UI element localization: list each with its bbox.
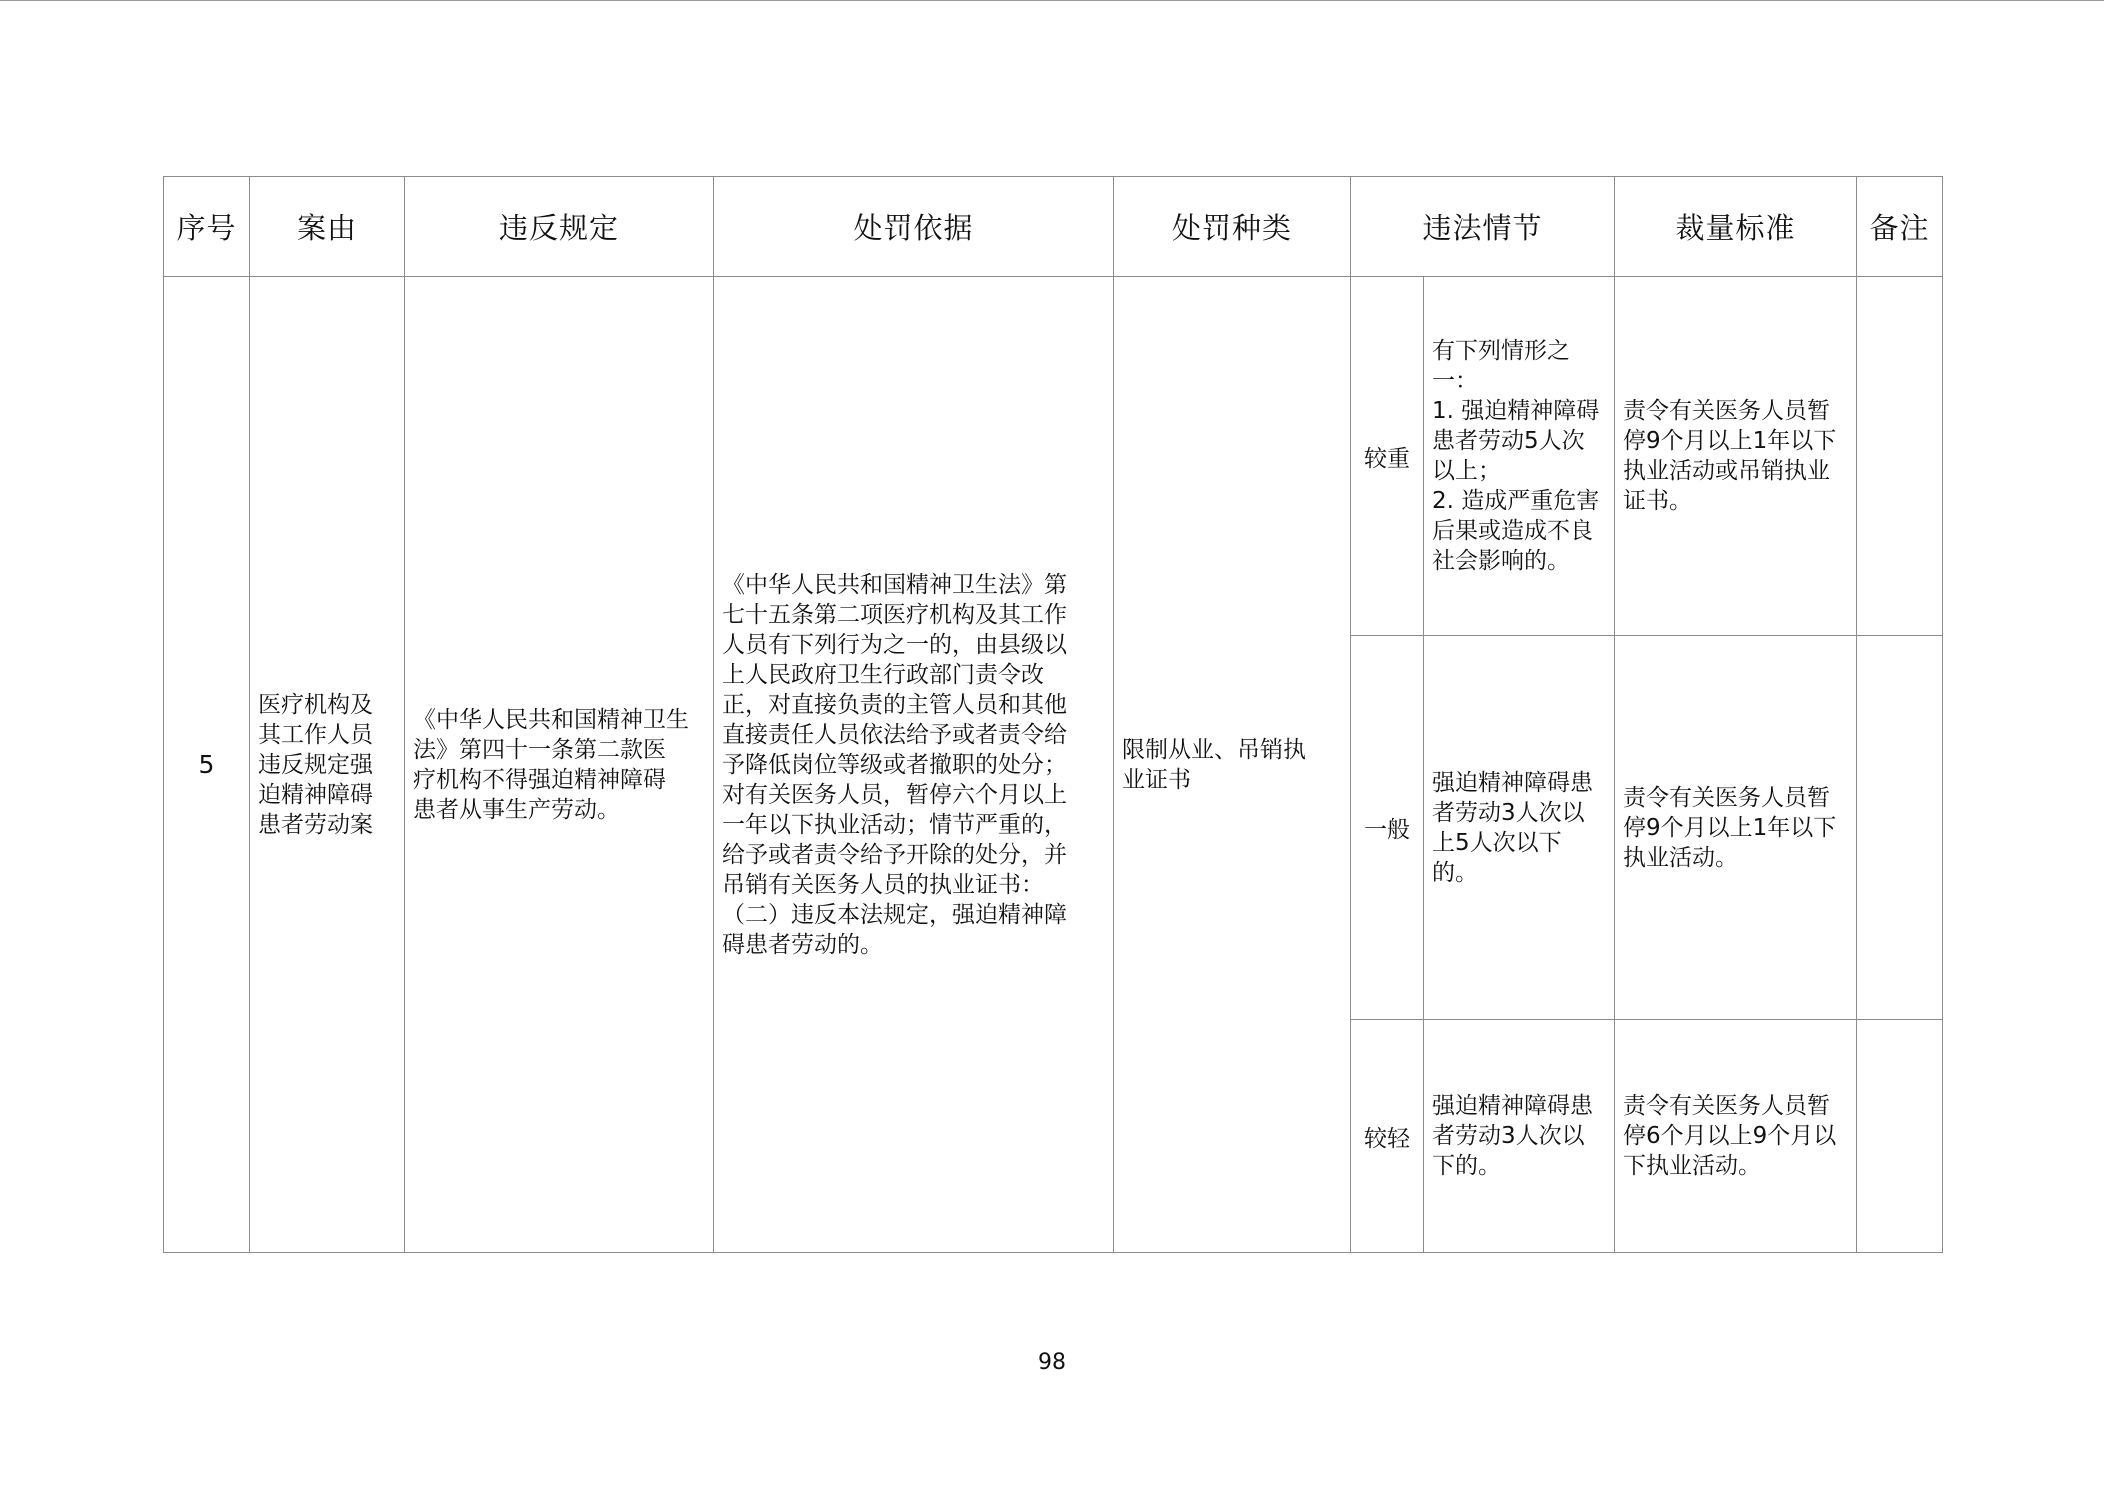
cell-level-serious: 较重	[1351, 277, 1424, 636]
header-basis: 处罚依据	[714, 177, 1114, 277]
header-penalty-type: 处罚种类	[1114, 177, 1351, 277]
header-remark: 备注	[1857, 177, 1943, 277]
page-number: 98	[1038, 1350, 1066, 1375]
penalty-type-text: 限制从业、吊销执 业证书	[1122, 736, 1306, 793]
basis-text: 《中华人民共和国精神卫生法》第 七十五条第二项医疗机构及其工作 人员有下列行为之一的，由县级以 上人民政府卫生行政部门责令改 正，对直接负责的主管人员和其他 直接责任人员依法给予或者责令给 予降低岗位等级或者撤职的处分； 对有关医务人员，暂停六个月以上 一年以下执业活动；情节严重的， 给予或者责令给予开除的处分，并 吊销有关医务人员的执业证书： （二）违反本法规定，强迫精神障 碍患者劳动的。	[722, 571, 1067, 958]
cell-remark-serious	[1857, 277, 1943, 636]
cell-level-minor: 较轻	[1351, 1020, 1424, 1253]
standard-serious-text: 责令有关医务人员暂 停9个月以上1年以下 执业活动或吊销执业 证书。	[1623, 398, 1837, 514]
violation-text: 《中华人民共和国精神卫生 法》第四十一条第二款医 疗机构不得强迫精神障碍 患者从事生产劳动。	[413, 706, 689, 823]
detail-minor-text: 强迫精神障碍患 者劳动3人次以 下的。	[1432, 1093, 1593, 1179]
table-header-row	[164, 177, 1943, 277]
standard-minor-text: 责令有关医务人员暂 停6个月以上9个月以 下执业活动。	[1623, 1093, 1837, 1179]
cell-basis	[714, 277, 1114, 1253]
standard-general-text: 责令有关医务人员暂 停9个月以上1年以下 执业活动。	[1623, 784, 1837, 871]
header-standard: 裁量标准	[1615, 177, 1857, 277]
cell-remark-general	[1857, 636, 1943, 1020]
cell-standard-minor	[1615, 1020, 1857, 1253]
cell-seq: 5	[164, 277, 250, 1253]
cell-remark-minor	[1857, 1020, 1943, 1253]
cell-violation	[405, 277, 714, 1253]
table-row	[164, 277, 1943, 636]
detail-serious-text: 有下列情形之 一： 1. 强迫精神障碍 患者劳动5人次 以上； 2. 造成严重危害 后果或造成不良 社会影响的。	[1432, 338, 1600, 574]
cell-detail-minor	[1424, 1020, 1615, 1253]
header-circumstances: 违法情节	[1351, 177, 1615, 277]
cell-standard-serious	[1615, 277, 1857, 636]
header-violation: 违反规定	[405, 177, 714, 277]
cell-penalty-type	[1114, 277, 1351, 1253]
header-case: 案由	[250, 177, 405, 277]
cell-case	[250, 277, 405, 1253]
cell-level-general: 一般	[1351, 636, 1424, 1020]
detail-general-text: 强迫精神障碍患 者劳动3人次以 上5人次以下 的。	[1432, 769, 1593, 886]
cell-detail-serious	[1424, 277, 1615, 636]
penalty-discretion-table	[163, 176, 1943, 1253]
header-seq: 序号	[164, 177, 250, 277]
cell-detail-general	[1424, 636, 1615, 1020]
case-text: 医疗机构及 其工作人员 违反规定强 迫精神障碍 患者劳动案	[258, 691, 373, 838]
cell-standard-general	[1615, 636, 1857, 1020]
top-border-line	[0, 0, 2104, 1]
